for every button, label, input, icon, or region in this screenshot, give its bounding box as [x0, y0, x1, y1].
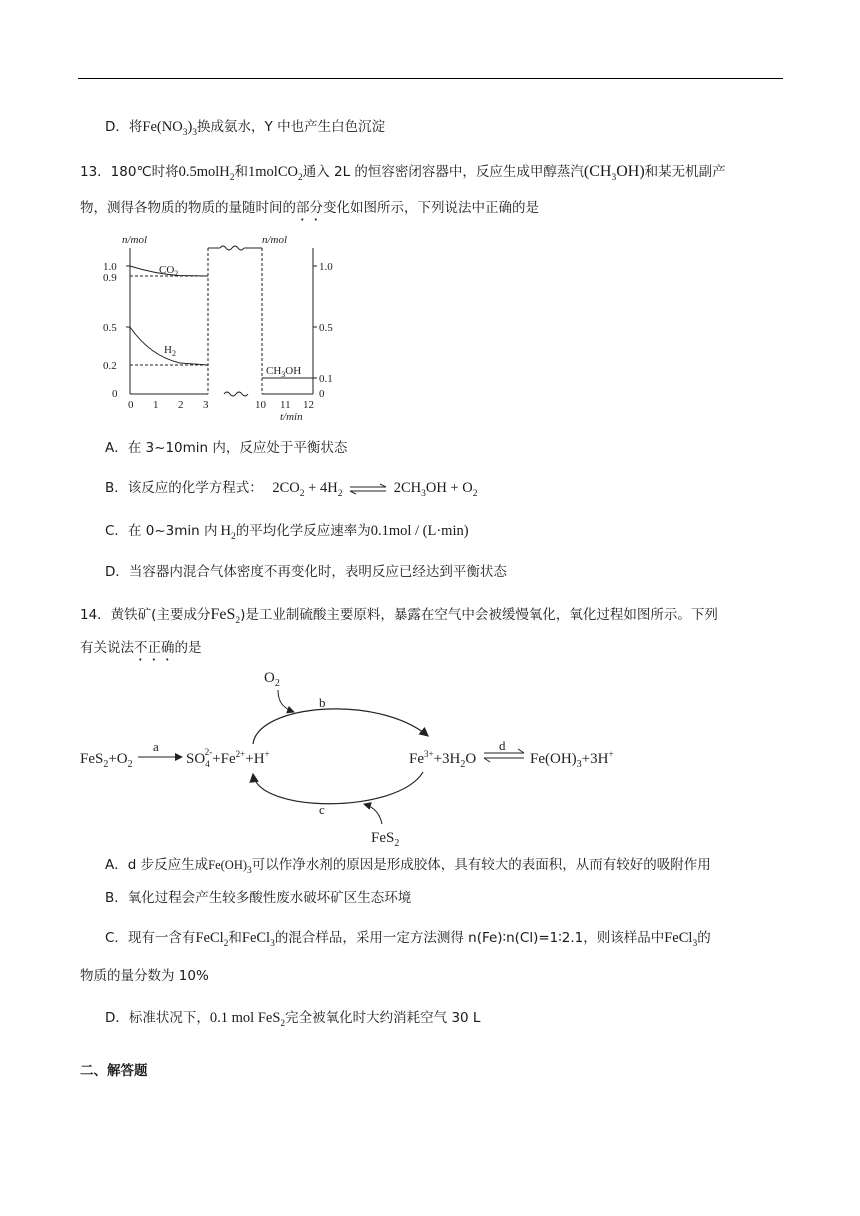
svg-text:1: 1 [153, 399, 159, 411]
left-axis-label: n/mol [122, 234, 148, 246]
fe3-species: $Fe^{3+}+3H_2O$ [409, 749, 477, 770]
q12-option-d: D．将$Fe(NO_3)_3$换成氨水，Y 中也产生白色沉淀 [105, 119, 386, 138]
rtick-0.1: 0.1 [319, 373, 333, 385]
step-b-label: b [319, 695, 326, 710]
o2-reagent: $O_2$ [264, 670, 280, 689]
tick-1.0: 1.0 [103, 261, 117, 273]
rtick-0.5: 0.5 [319, 322, 333, 334]
q14-stem-line1: 14．黄铁矿(主要成分FeS$_2$)是工业制硫酸主要原料，暴露在空气中会被缓慢氧化，氧化过程如图所示。下列 [80, 606, 718, 626]
q14-option-c-line2: 物质的量分数为 10% [80, 968, 209, 984]
svg-text:3: 3 [203, 399, 209, 411]
svg-text:0: 0 [128, 399, 134, 411]
svg-text:12: 12 [303, 399, 314, 411]
svg-text:10: 10 [255, 399, 266, 411]
q14-stem-line2: 有关说法不正确的是 [80, 640, 202, 656]
q13-option-b: B．该反应的化学方程式： $2CO_2 + 4H_2$ $2CH_3OH + O_2$ [105, 480, 478, 499]
rtick-0: 0 [319, 388, 325, 400]
step-d-label: d [499, 738, 506, 753]
q14-option-d: D．标准状况下，0.1 mol FeS$_2$完全被氧化时大约消耗空气 30 L [105, 1010, 481, 1029]
right-axis-label: n/mol [262, 234, 288, 246]
equilibrium-arrow [348, 483, 388, 495]
q14-oxidation-diagram [78, 664, 638, 850]
q13-option-a: A．在 3~10min 内，反应处于平衡状态 [105, 440, 348, 456]
q13-option-d: D．当容器内混合气体密度不再变化时，表明反应已经达到平衡状态 [105, 564, 507, 580]
h2-label: $H_2$ [164, 344, 176, 358]
step-a-label: a [153, 739, 159, 754]
rtick-1.0: 1.0 [319, 261, 333, 273]
tick-0: 0 [112, 388, 118, 400]
q14-option-a: A．d 步反应生成$Fe(OH)_3$可以作净水剂的原因是形成胶体，具有较大的表面积，从而有较好的吸附作用 [105, 857, 711, 876]
q14-option-c: C．现有一含有FeCl$_2$和FeCl$_3$的混合样品，采用一定方法测得 n(Fe)∶n(Cl)=1∶2.1，则该样品中FeCl$_3$的 [105, 930, 711, 949]
section-heading: 二、解答题 [80, 1063, 148, 1079]
q13-stem-line2: 物，测得各物质的物质的量随时间的部分变化如图所示，下列说法中正确的是 [80, 200, 539, 216]
step-b-arc [253, 709, 428, 744]
q13-option-c: C．在 0~3min 内 $H_2$的平均化学反应速率为0.1mol / (L·min) [105, 523, 469, 542]
ch3oh-label: $CH_3OH$ [266, 365, 302, 379]
step-c-arc [253, 772, 423, 804]
x-axis-label: t/min [280, 411, 303, 423]
co2-label: $CO_2$ [159, 264, 179, 278]
svg-text:2: 2 [178, 399, 184, 411]
q13-stem-line1: 13．180℃时将0.5molH$_2$和1molCO$_2$通入 2L 的恒容密闭容器中，反应生成甲醇蒸汽$(CH_3OH)$和某无机副产 [80, 163, 726, 183]
step-c-label: c [319, 802, 325, 817]
tick-0.9: 0.9 [103, 272, 117, 284]
tick-0.2: 0.2 [103, 360, 117, 372]
svg-text:11: 11 [280, 399, 291, 411]
fes2-reagent: FeS$_2$ [371, 830, 400, 849]
reactant-fes2: $FeS_2+O_2$ [80, 751, 133, 770]
product-species: $Fe(OH)_3+3H^+$ [530, 749, 614, 770]
q13-chart [100, 228, 340, 428]
tick-0.5: 0.5 [103, 322, 117, 334]
header-rule [78, 78, 783, 79]
q14-option-b: B．氧化过程会产生较多酸性废水破坏矿区生态环境 [105, 890, 412, 906]
middle-species: $SO_42-+Fe^{2+}+H^+$ [186, 747, 270, 769]
